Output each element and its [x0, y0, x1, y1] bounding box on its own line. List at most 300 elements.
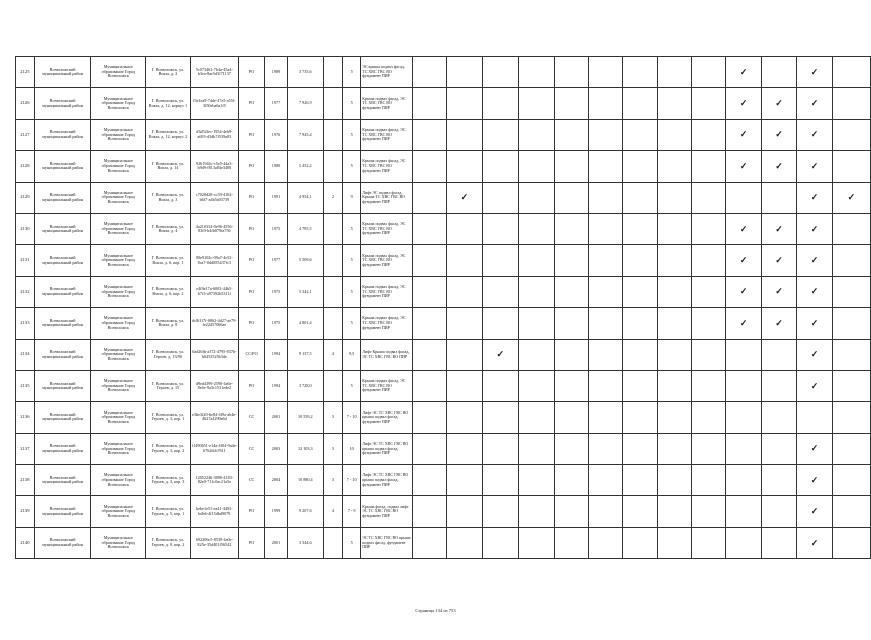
entrances-count [323, 213, 342, 244]
address-cell: Г. Всеволожск, ул. Вокза, д. 4 [146, 213, 191, 244]
work-type-cell [761, 276, 796, 307]
work-type-cell [657, 496, 691, 527]
work-type-cell [726, 370, 761, 401]
district-cell: Всеволожский муниципальный район [34, 151, 91, 182]
entrances-count: 2 [323, 182, 342, 213]
work-type-cell [554, 88, 588, 119]
work-type-cell [726, 308, 761, 339]
work-type-cell [412, 465, 446, 496]
work-type-cell [518, 57, 554, 88]
work-type-cell [412, 339, 446, 370]
work-type-cell [657, 119, 691, 150]
work-type-cell [412, 151, 446, 182]
funding-method: РО [239, 496, 265, 527]
work-type-cell [554, 151, 588, 182]
works-list: Крыша подвал фасад, ЭС ТС ХВС ГВС ВО фундамент ПИР [361, 245, 413, 276]
works-list: Лифт ЭС подвал фасад, Крыша ТС ХВС ГВС ВО фундамент ПИР [361, 182, 413, 213]
work-type-cell [447, 88, 482, 119]
works-list: Крыша подвал фасад, ЭС ТС ХВС ГВС ВО фундамент ПИР [361, 213, 413, 244]
checkmark-icon: ✓ [496, 349, 504, 360]
work-type-cell [412, 245, 446, 276]
floors-count: 5 [343, 527, 361, 558]
floors-count: 5 [343, 88, 361, 119]
checkmark-icon: ✓ [810, 537, 819, 548]
work-type-cell [518, 339, 554, 370]
work-type-cell [726, 339, 761, 370]
work-type-cell [832, 465, 870, 496]
funding-method: РО [239, 308, 265, 339]
total-area: 3 735,6 [287, 57, 323, 88]
checkmark-icon: ✓ [810, 98, 819, 109]
work-type-cell [518, 182, 554, 213]
work-type-cell [482, 88, 518, 119]
table-row [16, 213, 871, 244]
work-type-cell [412, 370, 446, 401]
entrances-count [323, 88, 342, 119]
address-cell: Г. Всеволожск, ул. Героев, д. 3, кор. 3 [146, 465, 191, 496]
address-cell: Г. Всеволожск, ул. Вокза, д. 12, корпус 2 [146, 119, 191, 150]
work-type-cell [726, 182, 761, 213]
work-type-cell [554, 57, 588, 88]
work-type-cell [589, 308, 623, 339]
settlement-cell: Муниципальное образование Город Всеволожск [91, 339, 146, 370]
floors-count: 9,5 [343, 339, 361, 370]
district-cell: Всеволожский муниципальный район [34, 88, 91, 119]
work-type-cell [623, 402, 657, 433]
total-area: 10 559,2 [287, 402, 323, 433]
work-type-cell [797, 527, 832, 558]
work-type-cell [554, 402, 588, 433]
checkmark-icon: ✓ [810, 506, 819, 517]
work-type-cell [518, 402, 554, 433]
build-year: 1994 [265, 339, 288, 370]
funding-method: СС/РО [239, 339, 265, 370]
total-area: 12 103,3 [287, 433, 323, 464]
settlement-cell: Муниципальное образование Город Всеволожск [91, 213, 146, 244]
entrances-count [323, 119, 342, 150]
house-guid: f1490651-e14a-4f04-9a4e-6762dcb7611 [190, 433, 238, 464]
district-cell: Всеволожский муниципальный район [34, 245, 91, 276]
table-row [16, 465, 871, 496]
checkmark-icon: ✓ [739, 129, 748, 140]
row-number: 2139 [16, 496, 35, 527]
work-type-cell [482, 433, 518, 464]
work-type-cell [797, 308, 832, 339]
work-type-cell [554, 339, 588, 370]
works-list: Крыша подвал фасад, ЭС ТС ХВС ГВС ВО фундамент ПИР [361, 276, 413, 307]
row-number: 2130 [16, 213, 35, 244]
table-row [16, 402, 871, 433]
work-type-cell [623, 213, 657, 244]
work-type-cell [657, 182, 691, 213]
work-type-cell [692, 433, 726, 464]
house-guid: 6ad26fb-a372-4795-837b-b6453525b3de [190, 339, 238, 370]
work-type-cell [832, 370, 870, 401]
work-type-cell [589, 465, 623, 496]
work-type-cell [657, 308, 691, 339]
house-guid: 5c073463-7b4a-45a4-b3ea-8ae5d3f71137 [190, 57, 238, 88]
work-type-cell [412, 527, 446, 558]
row-number: 2131 [16, 245, 35, 276]
work-type-cell [726, 151, 761, 182]
house-guid: e3be3f20-be84-4f9a-ab4e-4627a4299a6d [190, 402, 238, 433]
address-cell: Г. Всеволожск, ул. Вокза, д. 6, кор. 2 [146, 276, 191, 307]
build-year: 1994 [265, 370, 288, 401]
work-type-cell [832, 402, 870, 433]
house-guid: e4f9a17a-6003-44b5-b7f3-a97392b5311f [190, 276, 238, 307]
total-area: 4 785,5 [287, 213, 323, 244]
work-type-cell [554, 370, 588, 401]
total-area: 5 509,6 [287, 245, 323, 276]
build-year: 1991 [265, 182, 288, 213]
work-type-cell [447, 276, 482, 307]
checkmark-icon: ✓ [775, 223, 783, 234]
work-type-cell [623, 339, 657, 370]
work-type-cell [482, 465, 518, 496]
build-year: 1975 [265, 276, 288, 307]
work-type-cell [797, 119, 832, 150]
district-cell: Всеволожский муниципальный район [34, 308, 91, 339]
work-type-cell [412, 496, 446, 527]
settlement-cell: Муниципальное образование Город Всеволожск [91, 245, 146, 276]
house-guid: d3d52fec-1954-4eb9-a693-d3dh7f539a83 [190, 119, 238, 150]
build-year: 1975 [265, 308, 288, 339]
work-type-cell [623, 370, 657, 401]
work-type-cell [447, 402, 482, 433]
page-footer: Страница 134 из 753 [415, 608, 456, 613]
work-type-cell [623, 88, 657, 119]
work-type-cell [482, 339, 518, 370]
work-type-cell [726, 402, 761, 433]
build-year: 1977 [265, 88, 288, 119]
checkmark-icon: ✓ [810, 192, 819, 203]
work-type-cell [692, 496, 726, 527]
work-type-cell [832, 182, 870, 213]
work-type-cell [832, 308, 870, 339]
floors-count: 5 [343, 308, 361, 339]
work-type-cell [832, 276, 870, 307]
work-type-cell [447, 213, 482, 244]
work-type-cell [692, 527, 726, 558]
works-list: Лифт ЭС ТС ХВС ГВС ВО крыша подвал фасад, фундамент ПИР [361, 465, 413, 496]
table-row [16, 308, 871, 339]
work-type-cell [623, 496, 657, 527]
total-area: 4 954,1 [287, 182, 323, 213]
work-type-cell [412, 433, 446, 464]
address-cell: Г. Всеволожск, ул. Героев, д. 15 [146, 370, 191, 401]
work-type-cell [447, 527, 482, 558]
work-type-cell [554, 308, 588, 339]
build-year: 1976 [265, 119, 288, 150]
work-type-cell [797, 213, 832, 244]
entrances-count [323, 527, 342, 558]
work-type-cell [692, 276, 726, 307]
floors-count: 7 - 10 [343, 465, 361, 496]
work-type-cell [692, 57, 726, 88]
work-type-cell [832, 245, 870, 276]
work-type-cell [761, 433, 796, 464]
work-type-cell [482, 308, 518, 339]
work-type-cell [726, 527, 761, 558]
work-type-cell [692, 151, 726, 182]
work-type-cell [726, 496, 761, 527]
district-cell: Всеволожский муниципальный район [34, 402, 91, 433]
address-cell: Г. Всеволожск, ул. Вокза, д. 12, корпус 1 [146, 88, 191, 119]
works-list: Крыша подвал фасад, ЭС ТС ХВС ГВС ВО фундамент ПИР [361, 151, 413, 182]
work-type-cell [447, 370, 482, 401]
checkmark-icon: ✓ [847, 192, 856, 203]
funding-method: РО [239, 213, 265, 244]
work-type-cell [692, 370, 726, 401]
entrances-count: 3 [323, 433, 342, 464]
total-area: 4 801,4 [287, 308, 323, 339]
work-type-cell [518, 527, 554, 558]
build-year: 1980 [265, 151, 288, 182]
house-guid: d9ed4399-2590-4a6e-8e4e-9a3c1531ede2 [190, 370, 238, 401]
work-type-cell [518, 433, 554, 464]
funding-method: РО [239, 245, 265, 276]
row-number: 2128 [16, 151, 35, 182]
address-cell: Г. Всеволожск, ул. Вокза, д. 2 [146, 57, 191, 88]
floors-count: 5 [343, 276, 361, 307]
work-type-cell [726, 276, 761, 307]
work-type-cell [412, 402, 446, 433]
work-type-cell [518, 213, 554, 244]
total-area: 3 728,0 [287, 370, 323, 401]
funding-method: РО [239, 119, 265, 150]
floors-count: 9 [343, 182, 361, 213]
works-list: Крыша подвал фасад, ЭС ТС ХВС ГВС ВО фундамент ПИР [361, 370, 413, 401]
funding-method: РО [239, 276, 265, 307]
work-type-cell [554, 245, 588, 276]
work-type-cell [797, 245, 832, 276]
works-list: Крыша фасад, подвал лифт ЭС ТС ХВС ГВС ВО фундамент ПИР [361, 496, 413, 527]
work-type-cell [692, 119, 726, 150]
work-type-cell [447, 57, 482, 88]
district-cell: Всеволожский муниципальный район [34, 57, 91, 88]
work-type-cell [482, 57, 518, 88]
work-type-cell [482, 496, 518, 527]
district-cell: Всеволожский муниципальный район [34, 496, 91, 527]
work-type-cell [726, 465, 761, 496]
district-cell: Всеволожский муниципальный район [34, 276, 91, 307]
row-number: 2140 [16, 527, 35, 558]
table-row [16, 57, 871, 88]
work-type-cell [589, 402, 623, 433]
district-cell: Всеволожский муниципальный район [34, 433, 91, 464]
checkmark-icon: ✓ [810, 443, 819, 454]
works-list: ЭС крыша подвал фасад, ТС ХВС ГВС ВО фундамент ПИР [361, 57, 413, 88]
build-year: 2003 [265, 433, 288, 464]
work-type-cell [692, 308, 726, 339]
checkmark-icon: ✓ [810, 66, 819, 77]
total-area: 5 452,2 [287, 151, 323, 182]
table-row [16, 370, 871, 401]
work-type-cell [412, 57, 446, 88]
floors-count: 5 [343, 57, 361, 88]
work-type-cell [657, 88, 691, 119]
work-type-cell [589, 370, 623, 401]
work-type-cell [797, 402, 832, 433]
work-type-cell [832, 496, 870, 527]
settlement-cell: Муниципальное образование Город Всеволожск [91, 276, 146, 307]
checkmark-icon: ✓ [739, 317, 748, 328]
entrances-count [323, 57, 342, 88]
district-cell: Всеволожский муниципальный район [34, 339, 91, 370]
table-row [16, 182, 871, 213]
work-type-cell [482, 151, 518, 182]
house-guid: 90e9102c-09a7-4e52-8ca7-0dd855437fc3 [190, 245, 238, 276]
work-type-cell [518, 276, 554, 307]
work-type-cell [482, 370, 518, 401]
works-list: Лифт Крыша подвал фасад, ЭС ТС ХВС ГВС ВО ПИР [361, 339, 413, 370]
works-list: Лифт ЭС ТС ХВС ГВС ВО крыша подвал фасад, фундамент ПИР [361, 402, 413, 433]
funding-method: РО [239, 57, 265, 88]
floors-count: 5 [343, 151, 361, 182]
district-cell: Всеволожский муниципальный район [34, 182, 91, 213]
floors-count: 5 [343, 245, 361, 276]
row-number: 2136 [16, 402, 35, 433]
row-number: 2129 [16, 182, 35, 213]
work-type-cell [726, 433, 761, 464]
house-guid: 692306c5-8539-4a0e-825e-35d401f56542 [190, 527, 238, 558]
work-type-cell [589, 433, 623, 464]
work-type-cell [726, 57, 761, 88]
total-area: 3 344,6 [287, 527, 323, 558]
row-number: 2135 [16, 370, 35, 401]
settlement-cell: Муниципальное образование Город Всеволожск [91, 182, 146, 213]
work-type-cell [623, 276, 657, 307]
checkmark-icon: ✓ [775, 317, 783, 328]
build-year: 1975 [265, 213, 288, 244]
work-type-cell [761, 370, 796, 401]
work-type-cell [554, 465, 588, 496]
work-type-cell [797, 370, 832, 401]
address-cell: Г. Всеволожск, ул. Вокза, д. 3 [146, 182, 191, 213]
work-type-cell [554, 182, 588, 213]
work-type-cell [832, 119, 870, 150]
work-type-cell [518, 496, 554, 527]
entrances-count: 4 [323, 496, 342, 527]
works-list: Крыша подвал фасад, ЭС ТС ХВС ГВС ВО фундамент ПИР [361, 119, 413, 150]
funding-method: РО [239, 527, 265, 558]
work-type-cell [761, 245, 796, 276]
work-type-cell [797, 151, 832, 182]
works-list: Крыша подвал фасад, ЭС ТС ХВС ГВС ВО фундамент ПИР [361, 308, 413, 339]
work-type-cell [518, 308, 554, 339]
funding-method: РО [239, 182, 265, 213]
settlement-cell: Муниципальное образование Город Всеволожск [91, 465, 146, 496]
work-type-cell [761, 151, 796, 182]
work-type-cell [761, 119, 796, 150]
settlement-cell: Муниципальное образование Город Всеволожск [91, 88, 146, 119]
work-type-cell [797, 465, 832, 496]
work-type-cell [447, 151, 482, 182]
address-cell: Г. Всеволожск, ул. Вокза, д. 8 [146, 308, 191, 339]
works-list: ЭС ТС ХВС ГВС ВО крыша подвал фасад, фундамент ПИР [361, 527, 413, 558]
row-number: 2125 [16, 57, 35, 88]
work-type-cell [623, 308, 657, 339]
work-type-cell [482, 182, 518, 213]
work-type-cell [692, 402, 726, 433]
work-type-cell [412, 276, 446, 307]
work-type-cell [761, 57, 796, 88]
floors-count: 5 [343, 119, 361, 150]
work-type-cell [623, 527, 657, 558]
work-type-cell [761, 527, 796, 558]
work-type-cell [589, 151, 623, 182]
entrances-count: 4 [323, 339, 342, 370]
checkmark-icon: ✓ [775, 129, 783, 140]
row-number: 2127 [16, 119, 35, 150]
house-guid: dc8f1f7f-0062-4d27-ae79-fe22457066ae [190, 308, 238, 339]
district-cell: Всеволожский муниципальный район [34, 119, 91, 150]
house-guid: 12052246-3090-4183-82e0-711c0ac21a5e [190, 465, 238, 496]
table-row [16, 151, 871, 182]
build-year: 2004 [265, 465, 288, 496]
work-type-cell [761, 402, 796, 433]
work-type-cell [623, 465, 657, 496]
settlement-cell: Муниципальное образование Город Всеволожск [91, 151, 146, 182]
funding-method: СС [239, 465, 265, 496]
registry-table [15, 56, 871, 559]
house-guid: bebe1e51-ea41-4493-bdb6-4f15dbd9079 [190, 496, 238, 527]
build-year: 1999 [265, 496, 288, 527]
work-type-cell [447, 433, 482, 464]
work-type-cell [797, 88, 832, 119]
work-type-cell [482, 245, 518, 276]
checkmark-icon: ✓ [810, 129, 819, 140]
work-type-cell [832, 433, 870, 464]
total-area: 7 945,4 [287, 119, 323, 150]
entrances-count: 3 [323, 402, 342, 433]
house-guid: 9261944c-c5e5-44a3-b9d9-f813a84e3400 [190, 151, 238, 182]
row-number: 2133 [16, 308, 35, 339]
checkmark-icon: ✓ [775, 160, 783, 171]
work-type-cell [657, 527, 691, 558]
work-type-cell [832, 57, 870, 88]
entrances-count [323, 276, 342, 307]
entrances-count [323, 370, 342, 401]
address-cell: Г. Всеволожск, ул. Героев, д. 3, кор. 2 [146, 433, 191, 464]
checkmark-icon: ✓ [460, 192, 469, 203]
address-cell: Г. Всеволожск, ул. Героев, д. 3, кор. 1 [146, 402, 191, 433]
address-cell: Г. Всеволожск, ул. Героев, д. 9, кор. 2 [146, 527, 191, 558]
table-row [16, 496, 871, 527]
works-list: Лифт ЭС ТС ХВС ГВС ВО крыша подвал фасад, фундамент ПИР [361, 433, 413, 464]
work-type-cell [623, 119, 657, 150]
table-row [16, 119, 871, 150]
row-number: 2132 [16, 276, 35, 307]
checkmark-icon: ✓ [739, 255, 748, 266]
checkmark-icon: ✓ [739, 160, 748, 171]
entrances-count: 3 [323, 465, 342, 496]
work-type-cell [589, 496, 623, 527]
work-type-cell [589, 339, 623, 370]
settlement-cell: Муниципальное образование Город Всеволожск [91, 433, 146, 464]
work-type-cell [589, 119, 623, 150]
work-type-cell [447, 465, 482, 496]
work-type-cell [832, 213, 870, 244]
work-type-cell [554, 119, 588, 150]
table-row [16, 339, 871, 370]
work-type-cell [797, 276, 832, 307]
work-type-cell [832, 527, 870, 558]
work-type-cell [554, 213, 588, 244]
work-type-cell [797, 496, 832, 527]
settlement-cell: Муниципальное образование Город Всеволожск [91, 370, 146, 401]
work-type-cell [412, 88, 446, 119]
